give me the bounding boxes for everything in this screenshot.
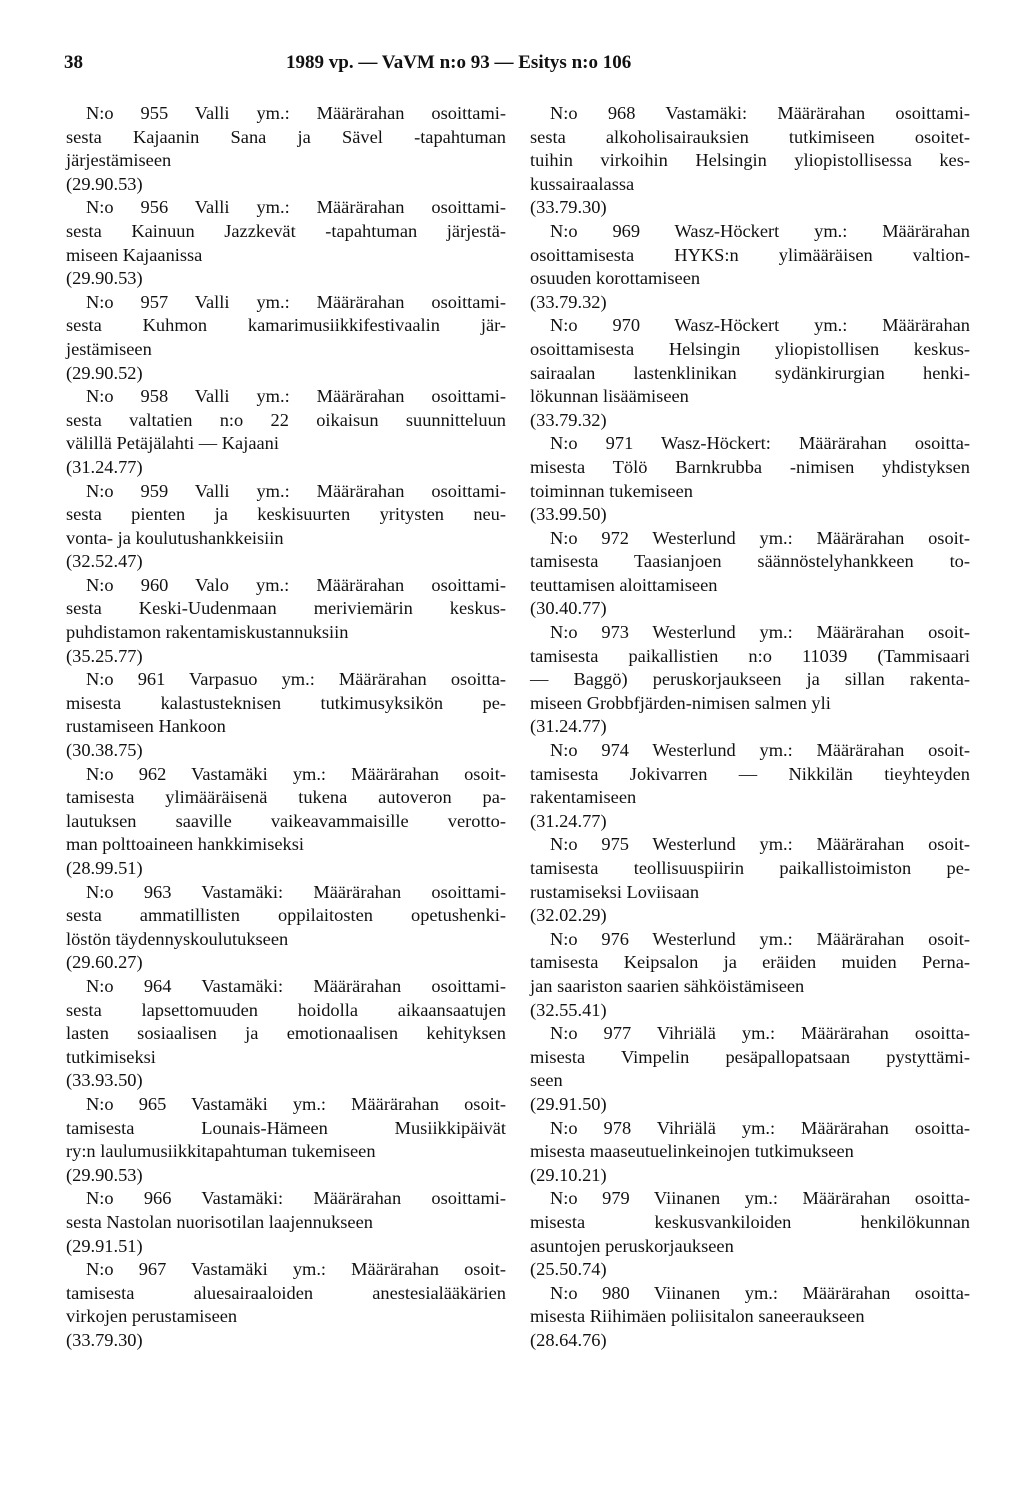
entry-line: tamisesta Jokivarren — Nikkilän tieyhteyden [530, 763, 970, 784]
entry-line: N:o 974 Westerlund ym.: Määrärahan osoit- [550, 740, 970, 761]
motion-entry [66, 102, 506, 196]
entry-line: miseen Kajaanissa [66, 244, 203, 265]
entry-line: jan saariston saarien sähköistämiseen [530, 975, 805, 996]
entry-code: (29.90.53) [66, 1164, 143, 1185]
entry-line: misesta keskusvankiloiden henkilökunnan [530, 1211, 970, 1232]
entry-line: N:o 964 Vastamäki: Määrärahan osoittami- [86, 975, 506, 996]
entry-line: sesta valtatien n:o 22 oikaisun suunnitteluun [66, 409, 506, 430]
motion-entry [530, 1022, 970, 1116]
entry-line: osoittamisesta Helsingin yliopistollisen keskus- [530, 338, 970, 359]
entry-line: rustamiseksi Loviisaan [530, 881, 700, 902]
entry-line: N:o 959 Valli ym.: Määrärahan osoittami- [86, 480, 506, 501]
motion-entry [530, 621, 970, 739]
entry-line: N:o 961 Varpasuo ym.: Määrärahan osoitta- [86, 669, 506, 690]
entry-code: (31.24.77) [66, 456, 143, 477]
entry-line: misesta kalastusteknisen tutkimusyksikön pe- [66, 692, 506, 713]
entry-code: (29.91.50) [530, 1093, 607, 1114]
motion-entry [66, 668, 506, 762]
entry-line: seen [530, 1070, 563, 1091]
entry-line: N:o 971 Wasz-Höckert: Määrärahan osoitta- [550, 433, 970, 454]
page-number: 38 [64, 52, 83, 73]
entry-line: misesta maaseutuelinkeinojen tutkimukseen [530, 1141, 854, 1162]
entry-line: tamisesta teollisuuspiirin paikallistoimiston pe- [530, 858, 970, 878]
entry-line: tuihin virkoihin Helsingin yliopistollisessa kes- [530, 150, 970, 171]
entry-line: rustamiseen Hankoon [66, 716, 226, 737]
entry-code: (25.50.74) [530, 1259, 607, 1280]
entry-line: sesta Kajaanin Sana ja Sävel -tapahtuman [66, 126, 506, 147]
entry-line: N:o 980 Viinanen ym.: Määrärahan osoitta- [550, 1282, 970, 1303]
entry-line: — Baggö) peruskorjaukseen ja sillan rakenta- [530, 669, 970, 690]
entry-line: N:o 975 Westerlund ym.: Määrärahan osoit- [550, 834, 970, 855]
motion-entry [530, 527, 970, 621]
motion-entry [66, 1187, 506, 1258]
entry-line: sesta Keski-Uudenmaan meriviemärin keskus- [66, 598, 506, 619]
entry-line: vonta- ja koulutushankkeisiin [66, 527, 284, 548]
entry-code: (30.38.75) [66, 740, 143, 761]
motion-entry [66, 763, 506, 881]
motion-entry [530, 1282, 970, 1353]
page-header [64, 52, 964, 82]
entry-code: (29.90.53) [66, 268, 143, 289]
entry-line: man polttoaineen hankkimiseksi [66, 834, 305, 855]
motion-entry [530, 928, 970, 1022]
motion-entry [66, 975, 506, 1093]
motion-entry [66, 291, 506, 385]
entry-line: asuntojen peruskorjaukseen [530, 1235, 734, 1256]
motion-entry [530, 220, 970, 314]
entry-code: (32.55.41) [530, 999, 607, 1020]
motion-entry [530, 432, 970, 526]
motion-entry [530, 102, 970, 220]
entry-line: N:o 972 Westerlund ym.: Määrärahan osoit- [550, 527, 970, 548]
entry-code: (33.79.32) [530, 409, 607, 430]
entry-code: (28.99.51) [66, 858, 143, 878]
motion-entry [530, 739, 970, 833]
motion-entry [530, 314, 970, 432]
entry-line: kussairaalassa [530, 173, 635, 194]
entry-line: N:o 958 Valli ym.: Määrärahan osoittami- [86, 386, 506, 407]
entry-line: sairaalan lastenklinikan sydänkirurgian henki- [530, 362, 970, 383]
entry-line: N:o 966 Vastamäki: Määrärahan osoittami- [86, 1188, 506, 1209]
left-column [66, 102, 506, 1352]
motion-entry [66, 196, 506, 290]
entry-code: (29.91.51) [66, 1235, 143, 1256]
entry-line: N:o 976 Westerlund ym.: Määrärahan osoit- [550, 928, 970, 949]
entry-line: puhdistamon rakentamiskustannuksiin [66, 622, 349, 643]
entry-line: tamisesta ylimääräisenä tukena autoveron pa- [66, 787, 506, 808]
entry-code: (33.93.50) [66, 1070, 143, 1091]
entry-line: misesta Riihimäen poliisitalon saneeraukseen [530, 1306, 865, 1327]
entry-code: (30.40.77) [530, 598, 607, 619]
entry-line: N:o 977 Vihriälä ym.: Määrärahan osoitta- [550, 1023, 970, 1044]
entry-line: N:o 978 Vihriälä ym.: Määrärahan osoitta- [550, 1117, 970, 1138]
entry-line: N:o 973 Westerlund ym.: Määrärahan osoit- [550, 622, 970, 643]
entry-code: (32.52.47) [66, 551, 143, 572]
entry-line: misesta Vimpelin pesäpallopatsaan pystyttämi- [530, 1046, 970, 1067]
entry-line: osuuden korottamiseen [530, 268, 701, 289]
entry-line: sesta Kainuun Jazzkevät -tapahtuman järjestä- [66, 220, 506, 241]
motion-entry [530, 1187, 970, 1281]
entry-line: osoittamisesta HYKS:n ylimääräisen valtion- [530, 244, 970, 265]
entry-line: teuttamisen aloittamiseen [530, 574, 718, 595]
entry-code: (33.79.30) [530, 197, 607, 218]
entry-code: (28.64.76) [530, 1329, 607, 1350]
entry-line: sesta Kuhmon kamarimusiikkifestivaalin jär- [66, 315, 506, 336]
motion-entry [66, 1093, 506, 1187]
entry-line: N:o 963 Vastamäki: Määrärahan osoittami- [86, 881, 506, 902]
entry-line: toiminnan tukemiseen [530, 480, 693, 501]
entry-line: miseen Grobbfjärden-nimisen salmen yli [530, 692, 831, 713]
entry-code: (33.79.30) [66, 1329, 143, 1350]
entry-line: lasten sosiaalisen ja emotionaalisen kehityksen [66, 1023, 506, 1044]
entry-line: löstön täydennyskoulutukseen [66, 928, 289, 949]
entry-line: N:o 965 Vastamäki ym.: Määrärahan osoit- [86, 1093, 506, 1114]
entry-line: N:o 970 Wasz-Höckert ym.: Määrärahan [550, 315, 970, 336]
entry-line: jestämiseen [66, 338, 152, 359]
entry-line: N:o 969 Wasz-Höckert ym.: Määrärahan [550, 220, 970, 241]
motion-entry [530, 1117, 970, 1188]
entry-line: järjestämiseen [66, 150, 172, 171]
entry-code: (29.90.52) [66, 362, 143, 383]
entry-line: tamisesta Taasianjoen säännöstelyhankkeen to- [530, 551, 970, 572]
entry-code: (33.99.50) [530, 504, 607, 525]
entry-code: (33.79.32) [530, 291, 607, 312]
motion-entry [66, 574, 506, 668]
entry-line: N:o 955 Valli ym.: Määrärahan osoittami- [86, 103, 506, 123]
entry-line: sesta Nastolan nuorisotilan laajennukseen [66, 1211, 373, 1232]
entry-line: sesta pienten ja keskisuurten yritysten neu- [66, 504, 506, 525]
entry-code: (32.02.29) [530, 905, 607, 926]
entry-line: tamisesta Keipsalon ja eräiden muiden Perna- [530, 952, 970, 973]
entry-line: N:o 962 Vastamäki ym.: Määrärahan osoit- [86, 763, 506, 784]
entry-code: (31.24.77) [530, 716, 607, 737]
entry-code: (29.90.53) [66, 173, 143, 194]
entry-line: N:o 960 Valo ym.: Määrärahan osoittami- [86, 574, 506, 595]
running-head: 1989 vp. — VaVM n:o 93 — Esitys n:o 106 [286, 52, 632, 73]
entry-line: välillä Petäjälahti — Kajaani [66, 433, 279, 454]
entry-line: tamisesta paikallistien n:o 11039 (Tammisaari [530, 645, 970, 666]
entry-line: lautuksen saaville vaikeavammaisille verotto- [66, 810, 506, 831]
entry-line: N:o 957 Valli ym.: Määrärahan osoittami- [86, 291, 506, 312]
entry-line: misesta Tölö Barnkrubba -nimisen yhdistyksen [530, 456, 970, 477]
entry-line: sesta lapsettomuuden hoidolla aikaansaatujen [66, 999, 506, 1020]
entry-code: (35.25.77) [66, 645, 143, 666]
entry-code: (29.10.21) [530, 1164, 607, 1185]
right-column [530, 102, 970, 1352]
entry-line: N:o 967 Vastamäki ym.: Määrärahan osoit- [86, 1259, 506, 1280]
motion-entry [66, 881, 506, 975]
entry-line: sesta ammatillisten oppilaitosten opetushenki- [66, 905, 506, 926]
entry-line: tutkimiseksi [66, 1046, 156, 1067]
entry-line: lökunnan lisäämiseen [530, 386, 689, 407]
entry-line: N:o 979 Viinanen ym.: Määrärahan osoitta- [550, 1188, 970, 1209]
motion-entry [66, 480, 506, 574]
entry-line: N:o 968 Vastamäki: Määrärahan osoittami- [550, 103, 970, 123]
entry-line: tamisesta Lounais-Hämeen Musiikkipäivät [66, 1117, 506, 1138]
motion-entry [66, 1258, 506, 1352]
entry-line: sesta alkoholisairauksien tutkimiseen osoitet- [530, 126, 970, 147]
entry-line: ry:n laulumusiikkitapahtuman tukemiseen [66, 1141, 376, 1162]
motion-entry [66, 385, 506, 479]
motion-entry [530, 833, 970, 927]
entry-code: (31.24.77) [530, 810, 607, 831]
entry-code: (29.60.27) [66, 952, 143, 973]
entry-line: tamisesta aluesairaaloiden anestesialääkärien [66, 1282, 506, 1303]
entry-line: N:o 956 Valli ym.: Määrärahan osoittami- [86, 197, 506, 218]
entry-line: virkojen perustamiseen [66, 1306, 238, 1327]
entry-line: rakentamiseen [530, 787, 637, 808]
